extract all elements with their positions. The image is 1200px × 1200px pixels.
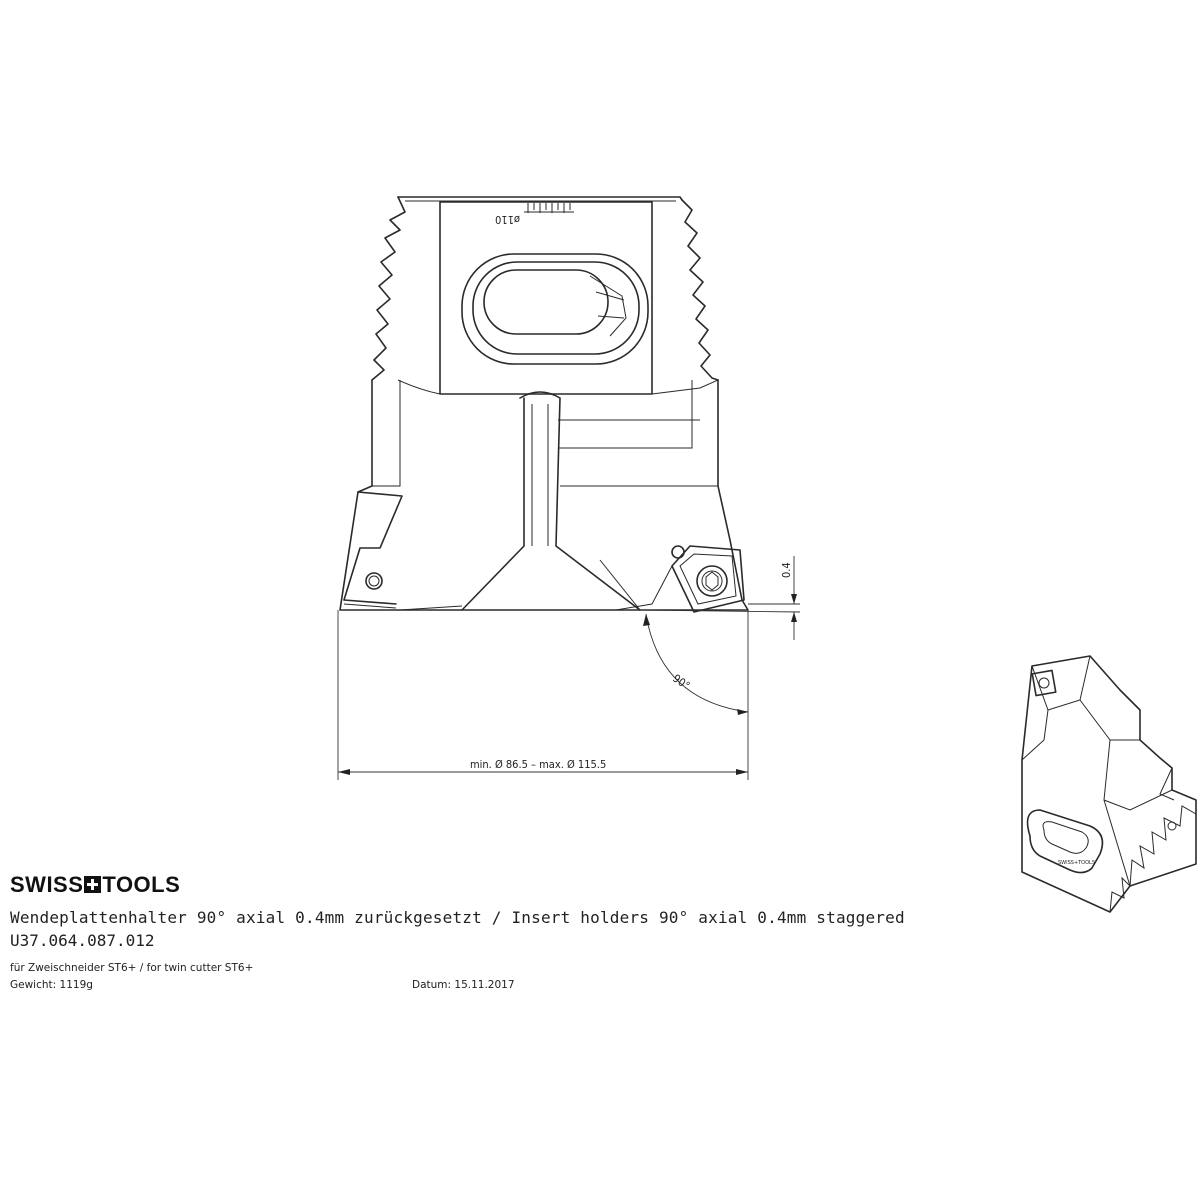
- left-screw: [366, 573, 382, 589]
- dimensions: [338, 556, 800, 780]
- article-number: U37.064.087.012: [10, 931, 155, 950]
- front-view: [340, 197, 748, 612]
- brand-right: TOOLS: [102, 872, 181, 897]
- title-block: [10, 872, 910, 993]
- holder-body: [340, 380, 748, 610]
- scale-ticks: [524, 203, 574, 213]
- part-description: Wendeplattenhalter 90° axial 0.4mm zurückgesetzt / Insert holders 90° axial 0.4mm staggered: [10, 908, 905, 927]
- meta-row: [10, 979, 910, 993]
- serrated-left-edge: [372, 197, 405, 380]
- top-plate: [440, 202, 652, 394]
- insert-holder-isometric-icon: [1022, 656, 1196, 912]
- range-label: min. Ø 86.5 – max. Ø 115.5: [470, 758, 607, 771]
- brand-logo: [10, 872, 910, 898]
- brand-left: SWISS: [10, 872, 84, 897]
- left-insert-seat: [344, 492, 402, 604]
- offset-label: 0.4: [780, 562, 793, 578]
- angle-label: 90°: [670, 671, 693, 693]
- swiss-cross-icon: [84, 876, 101, 893]
- date-label: Datum: 15.11.2017: [412, 979, 515, 991]
- serrated-right-edge: [682, 200, 718, 380]
- oval-slot-inner: [484, 270, 608, 334]
- scale-label: ø110: [495, 213, 520, 226]
- weight-label: Gewicht: 1119g: [10, 979, 93, 991]
- usage-note: für Zweischneider ST6+ / for twin cutter ST6+: [10, 962, 254, 974]
- svg-text:SWISS+TOOLS: SWISS+TOOLS: [1058, 860, 1096, 866]
